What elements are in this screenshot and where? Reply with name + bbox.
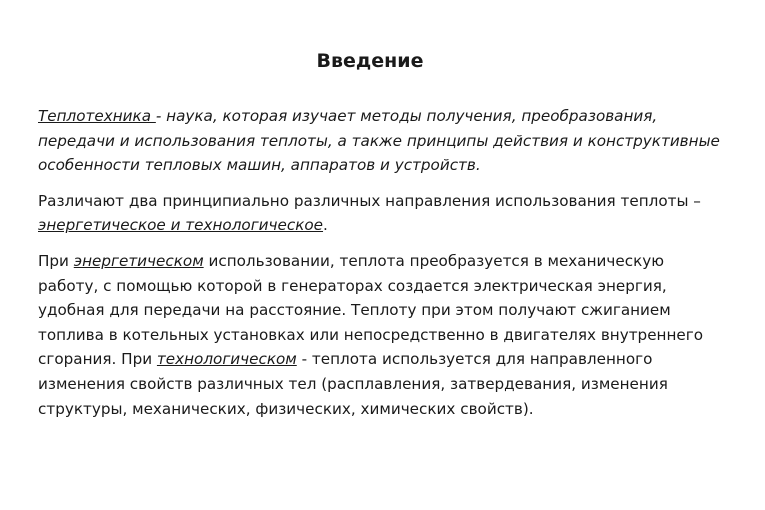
definition-text: - наука, которая изучает методы получения, преобразования, передачи и использования теплоты, а также принципы действия и конструктивные особенности тепловых машин, аппаратов и устройств. <box>38 107 720 175</box>
directions-text: Различают два принципиально различных направления использования теплоты – <box>38 191 701 210</box>
page-title: Введение <box>316 50 424 72</box>
term-energeticheskom: энергетическом <box>73 251 204 270</box>
term-tekhnologicheskom: технологическом <box>156 350 297 369</box>
directions-paragraph <box>38 189 728 238</box>
directions-end: . <box>323 216 328 235</box>
term-teplotekhnika: Теплотехника <box>38 107 156 125</box>
slide-body <box>38 104 728 432</box>
usage-text-1: При <box>38 251 74 270</box>
usage-text-3: - теплота используется для направленного изменения свойств различных тел (расплавления, затвердевания, изменения структуры, механических, физических, химических свойств). <box>38 350 668 418</box>
directions-highlight: энергетическое и технологическое <box>38 216 324 235</box>
definition-paragraph <box>38 104 728 178</box>
usage-text-2: использовании, теплота преобразуется в механическую работу, с помощью которой в генераторах создается электрическая энергия, удобная для передачи на расстояние. Теплоту при этом получают сжиганием топлива в котельных установках или непосредственно в двигателях внутреннего сгорания. При <box>38 251 704 369</box>
usage-paragraph <box>38 249 728 421</box>
